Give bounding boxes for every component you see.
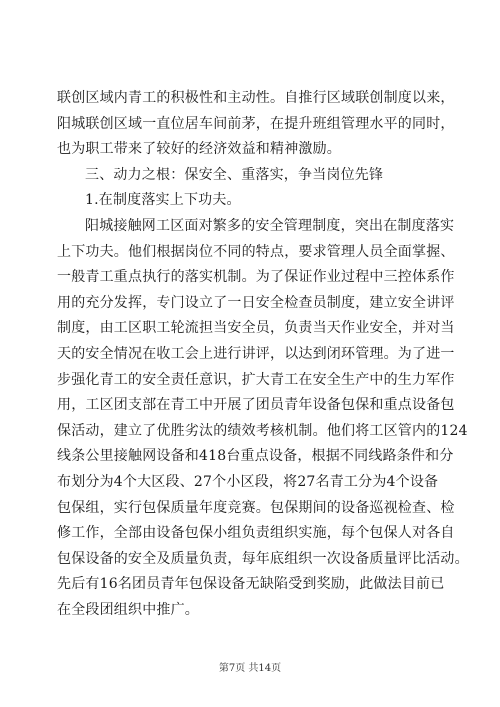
page-number-footer: 第7页 共14页 (218, 663, 282, 674)
body-line: 制度，由工区职工轮流担当安全员，负责当天作业安全，并对当 (57, 320, 455, 337)
body-line: 步强化青工的安全责任意识，扩大青工在安全生产中的生力军作 (57, 371, 455, 388)
document-body (57, 86, 469, 623)
body-line: 保活动，建立了优胜劣汰的绩效考核机制。他们将工区管内的124 (57, 422, 468, 439)
body-line: 也为职工带来了较好的经济效益和精神激励。 (57, 141, 341, 158)
section-heading: 三、动力之根：保安全、重落实，争当岗位先锋 (85, 166, 384, 183)
body-line: 用的充分发挥，专门设立了一日安全检查员制度，建立安全讲评 (57, 294, 455, 311)
body-line: 用，工区团支部在青工中开展了团员青年设备包保和重点设备包 (57, 397, 455, 414)
body-line: 线条公里接触网设备和418台重点设备，根据不同线路条件和分 (57, 448, 454, 465)
body-line: 天的安全情况在收工会上进行讲评，以达到闭环管理。为了进一 (57, 345, 455, 362)
body-line: 上下功夫。他们根据岗位不同的特点，要求管理人员全面掌握、 (57, 243, 455, 260)
subsection-heading: 1.在制度落实上下功夫。 (85, 192, 241, 209)
body-line: 包保设备的安全及质量负责，每年底组织一次设备质量评比活动。 (57, 550, 469, 567)
body-line: 在全段团组织中推广。 (57, 601, 199, 618)
body-line: 阳城联创区域一直位居车间前茅，在提升班组管理水平的同时， (57, 115, 455, 132)
body-line: 修工作，全部由设备包保小组负责组织实施，每个包保人对各自 (57, 525, 455, 542)
body-line: 联创区域内青工的积极性和主动性。自推行区域联创制度以来， (57, 90, 455, 106)
body-line: 一般青工重点执行的落实机制。为了保证作业过程中三控体系作 (57, 269, 455, 286)
body-line: 阳城接触网工区面对繁多的安全管理制度，突出在制度落实 (85, 217, 455, 234)
body-line: 布划分为4个大区段、27个小区段，将27名青工分为4个设备 (57, 473, 439, 490)
body-line: 包保组，实行包保质量年度竞赛。包保期间的设备巡视检查、检 (57, 499, 455, 516)
body-line: 先后有16名团员青年包保设备无缺陷受到奖励，此做法目前已 (57, 576, 445, 593)
